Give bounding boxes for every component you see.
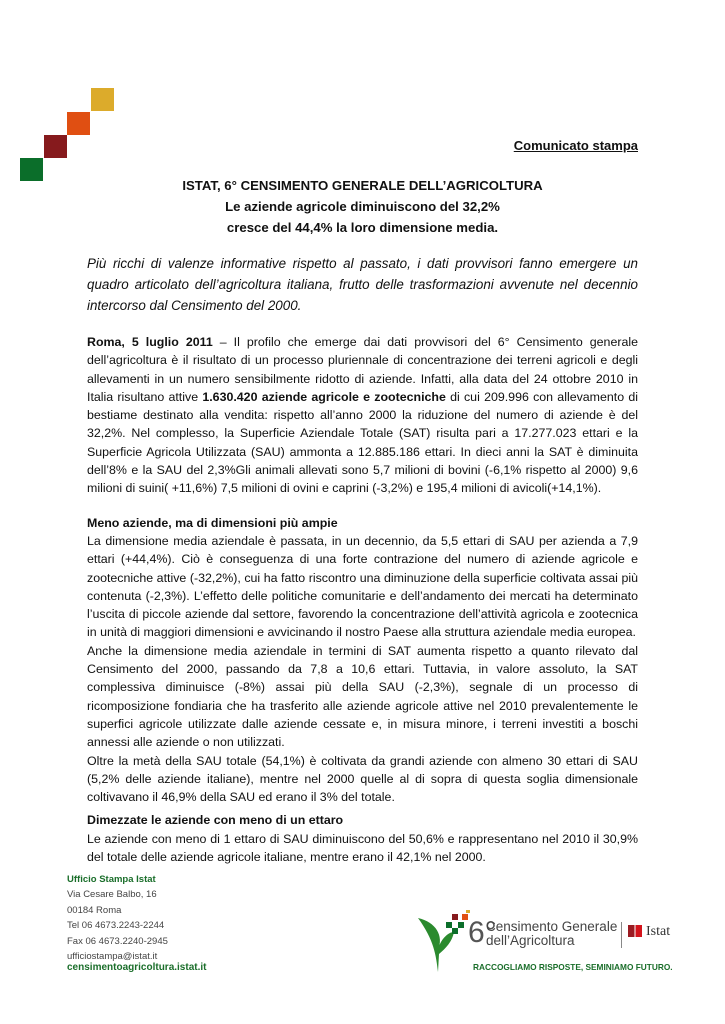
logo-line2: dell’Agricoltura — [486, 933, 575, 948]
email-link[interactable]: ufficiostampa@istat.it — [67, 951, 158, 963]
istat-logo-text: Istat — [646, 924, 671, 939]
city: 00184 Roma — [67, 904, 122, 916]
website-link[interactable]: censimentoagricoltura.istat.it — [67, 962, 207, 973]
plant-icon — [410, 910, 470, 975]
press-release-label: Comunicato stampa — [513, 138, 638, 153]
istat-mark-icon — [628, 925, 642, 937]
dateline: Roma, 5 luglio 2011 — [87, 335, 213, 349]
fax: Fax 06 4673.2240-2945 — [67, 935, 168, 947]
logo-line1: Censimento Generale — [486, 919, 618, 934]
logo-text — [486, 920, 617, 948]
section-heading: Meno aziende, ma di dimensioni più ampie — [87, 515, 338, 530]
text: – Il profilo che emerge dai dati provvisori del 6° Censimento generale dell’agricoltura è il risultato di un processo pluriennale di concentrazione dei terreni agricoli e degli allevamenti in un numero sensibilmente ridotto di aziende. Infatti, alla data del 24 ottobre 2010 in Italia risultano attive — [87, 335, 638, 404]
paragraph: La dimensione media aziendale è passata, in un decennio, da 5,5 ettari di SAU per azienda a 7,9 ettari (+44,4%). Ciò è conseguenza di una forte contrazione del numero di aziende agricole e zootecniche attive (-32,2%), cui ha fatto riscontro una diminuzione della superficie coltivata assai più contenuta (-2,3%). L’effetto delle politiche comunitarie e dell’andamento dei mercati ha determinato l’uscita di piccole aziende dal settore, favorendo la concentrazione dell’attività agricola e zootecnica in unità di maggiori dimensioni e avvicinando il nostro Paese alla struttura aziendale media europea. — [87, 533, 638, 640]
highlight: 1.630.420 aziende agricole e zootecniche — [202, 389, 446, 404]
title-block — [0, 175, 725, 238]
orange-square — [67, 112, 90, 135]
contact-block — [67, 872, 168, 964]
intro-paragraph — [87, 333, 638, 498]
paragraph: Anche la dimensione media aziendale in termini di SAT aumenta rispetto a quanto rilevato dal Censimento del 2000, passando da 7,8 a 10,6 ettari. Tuttavia, in valore assoluto, la SAT complessiva diminuisce (-8%) assai più della SAU (-2,3%), segnale di un processo di ricomposizione fondiaria che ha trasferito alle aziende agricole attive nel 2010 prevalentemente le superfici agricole utilizzate dalle aziende cessate e, in misura minore, i terreni investiti a boschi annessi alle aziende o non utilizzati. — [87, 643, 638, 750]
subtitle-1: Le aziende agricole diminuiscono del 32,2% — [225, 199, 500, 214]
logo-six: 6° — [468, 916, 497, 949]
article-body — [87, 253, 638, 866]
address: Via Cesare Balbo, 16 — [67, 889, 157, 901]
text: di cui 209.996 con allevamento di bestiame destinato alla vendita: rispetto all’anno 2000 la riduzione del numero di aziende è del 32,2%. Nel complesso, la Superficie Aziendale Totale (SAT) risulta pari a 17.277.023 ettari e la Superficie Agricola Utilizzata (SAU) ammonta a 12.885.186 ettari. In dieci anni la SAT è diminuita dell’8% e la SAU del 2,3%Gli animali allevati sono 5,7 milioni di bovini (-6,1% rispetto al 2000) 9,6 milioni di suini( +11,6%) 7,5 milioni di ovini e caprini (-3,2%) e 195,4 milioni di avicoli(+14,1%). — [87, 389, 638, 496]
logo-divider — [621, 922, 622, 948]
office-name: Ufficio Stampa Istat — [67, 874, 156, 885]
paragraph: Oltre la metà della SAU totale (54,1%) è coltivata da grandi aziende con almeno 30 ettari di SAU (5,2% delle aziende italiane), mentre nel 2000 quelle al di sopra di questa soglia dimensionale coltivavano il 46,9% della SAU ed erano il 3% del totale. — [87, 753, 638, 805]
red-square — [44, 135, 67, 158]
yellow-square — [91, 88, 114, 111]
main-title: ISTAT, 6° CENSIMENTO GENERALE DELL’AGRICOLTURA — [182, 178, 543, 193]
logo-tagline: RACCOGLIAMO RISPOSTE, SEMINIAMO FUTURO. — [473, 962, 673, 972]
subtitle-2: cresce del 44,4% la loro dimensione media. — [226, 220, 499, 235]
census-logo — [410, 910, 680, 975]
lead-paragraph: Più ricchi di valenze informative rispetto al passato, i dati provvisori fanno emergere un quadro articolato dell’agricoltura italiana, frutto delle trasformazioni avvenute nel decennio intercorso dal Censimento del 2000. — [87, 256, 638, 313]
paragraph: Le aziende con meno di 1 ettaro di SAU diminuiscono del 50,6% e rappresentano nel 2010 il 30,9% del totale delle aziende agricole italiane, mentre erano il 42,1% nel 2000. — [87, 831, 638, 865]
phone: Tel 06 4673.2243-2244 — [67, 920, 165, 932]
section-heading: Dimezzate le aziende con meno di un ettaro — [87, 813, 344, 828]
